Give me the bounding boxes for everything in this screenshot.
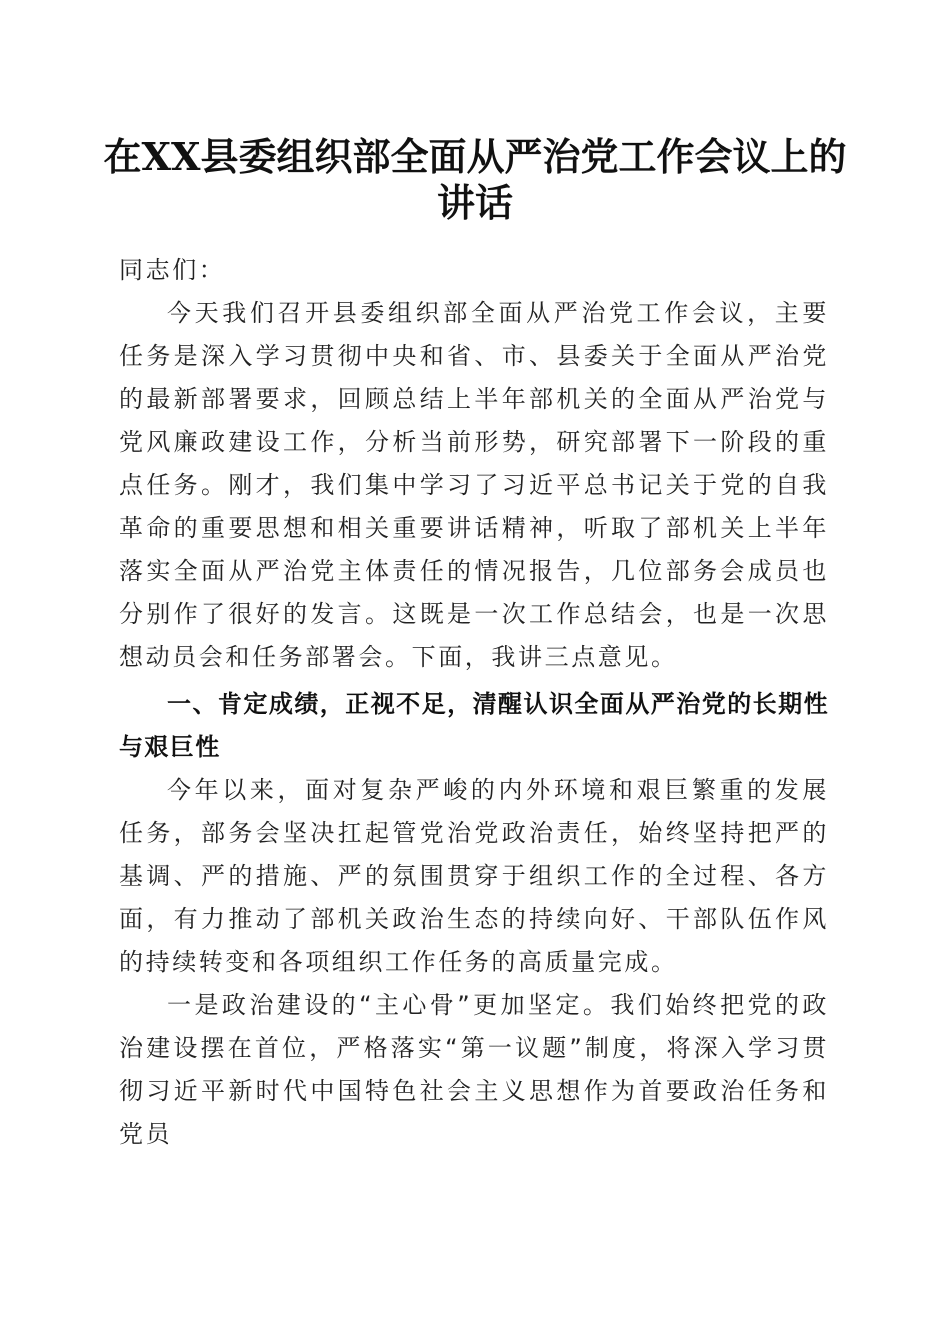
title-line-1: 在XX县委组织部全面从严治党工作会议上的 bbox=[103, 134, 847, 179]
point-1-paragraph: 一是政治建设的“主心骨”更加坚定。我们始终把党的政治建设摆在首位，严格落实“第一议题”制度，将深入学习贯彻习近平新时代中国特色社会主义思想作为首要政治任务和党员 bbox=[119, 991, 829, 1148]
title-line-2: 讲话 bbox=[436, 180, 513, 225]
section-1-heading: 一、肯定成绩，正视不足，清醒认识全面从严治党的长期性与艰巨性 bbox=[119, 690, 829, 761]
intro-paragraph: 今天我们召开县委组织部全面从严治党工作会议，主要任务是深入学习贯彻中央和省、市、县委关于全面从严治党的最新部署要求，回顾总结上半年部机关的全面从严治党与党风廉政建设工作，分析当前形势，研究部署下一阶段的重点任务。刚才，我们集中学习了习近平总书记关于党的自我革命的重要思想和相关重要讲话精神，听取了部机关上半年落实全面从严治党主体责任的情况报告，几位部务会成员也分别作了很好的发言。这既是一次工作总结会，也是一次思想动员会和任务部署会。下面，我讲三点意见。 bbox=[119, 299, 829, 671]
document-body bbox=[119, 249, 829, 1156]
document-title bbox=[100, 134, 850, 226]
salutation: 同志们： bbox=[119, 256, 226, 284]
section-1-paragraph: 今年以来，面对复杂严峻的内外环境和艰巨繁重的发展任务，部务会坚决扛起管党治党政治责任，始终坚持把严的基调、严的措施、严的氛围贯穿于组织工作的全过程、各方面，有力推动了部机关政治生态的持续向好、干部队伍作风的持续转变和各项组织工作任务的高质量完成。 bbox=[119, 776, 829, 976]
